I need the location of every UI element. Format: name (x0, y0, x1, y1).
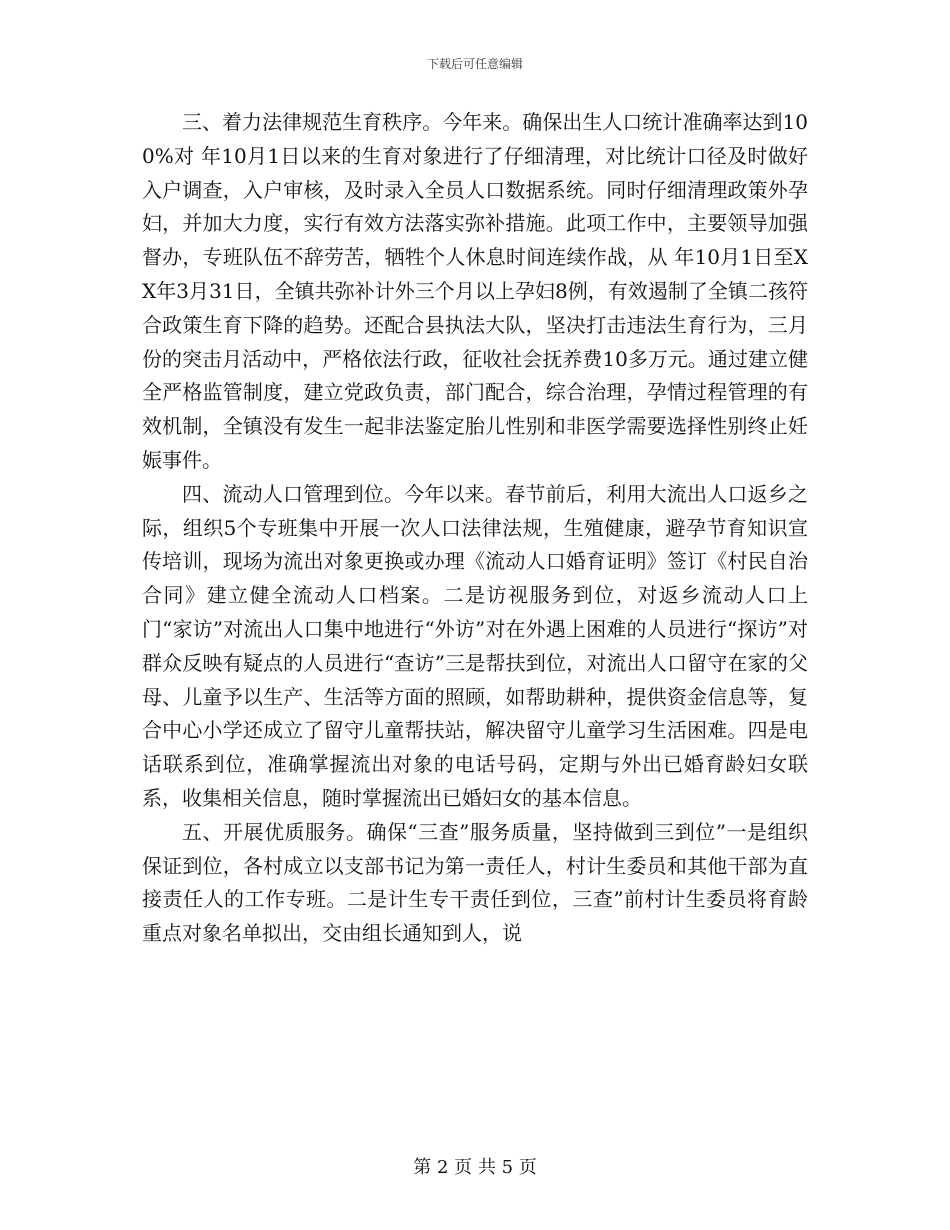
paragraph-section-three: 三、着力法律规范生育秩序。今年来。确保出生人口统计准确率达到100%对 年10月1日以来的生育对象进行了仔细清理，对比统计口径及时做好入户调查，入户审核，及时录入全员人口数据系统。同时仔细清理政策外孕妇，并加大力度，实行有效方法落实弥补措施。此项工作中，主要领导加强督办，专班队伍不辞劳苦，牺牲个人休息时间连续作战，从 年10月1日至XX年3月31日，全镇共弥补计外三个月以上孕妇8例，有效遏制了全镇二孩符合政策生育下降的趋势。还配合县执法大队，坚决打击违法生育行为，三月份的突击月活动中，严格依法行政，征收社会抚养费10多万元。通过建立健全严格监管制度，建立党政负责，部门配合，综合治理，孕情过程管理的有效机制，全镇没有发生一起非法鉴定胎儿性别和非医学需要选择性别终止妊娠事件。 (142, 110, 808, 472)
paragraph-section-five: 五、开展优质服务。确保“三查”服务质量，坚持做到三到位”一是组织保证到位，各村成立以支部书记为第一责任人，村计生委员和其他干部为直接责任人的工作专班。二是计生专干责任到位，三查”前村计生委员将育龄重点对象名单拟出，交由组长通知到人，说 (142, 819, 808, 946)
document-body (142, 106, 808, 951)
paragraph-section-four: 四、流动人口管理到位。今年以来。春节前后，利用大流出人口返乡之际，组织5个专班集中开展一次人口法律法规，生殖健康，避孕节育知识宣传培训，现场为流出对象更换或办理《流动人口婚育证明》签订《村民自治合同》建立健全流动人口档案。二是访视服务到位，对返乡流动人口上门“家访”对流出人口集中地进行“外访”对在外遇上困难的人员进行“探访”对群众反映有疑点的人员进行“查访”三是帮扶到位，对流出人口留守在家的父母、儿童予以生产、生活等方面的照顾，如帮助耕种，提供资金信息等，复合中心小学还成立了留守儿童帮扶站，解决留守儿童学习生活困难。四是电话联系到位，准确掌握流出对象的电话号码，定期与外出已婚育龄妇女联系，收集相关信息，随时掌握流出已婚妇女的基本信息。 (142, 481, 808, 810)
page-number: 第 2 页 共 5 页 (413, 1157, 537, 1178)
page-header-note: 下载后可任意编辑 (426, 57, 523, 71)
